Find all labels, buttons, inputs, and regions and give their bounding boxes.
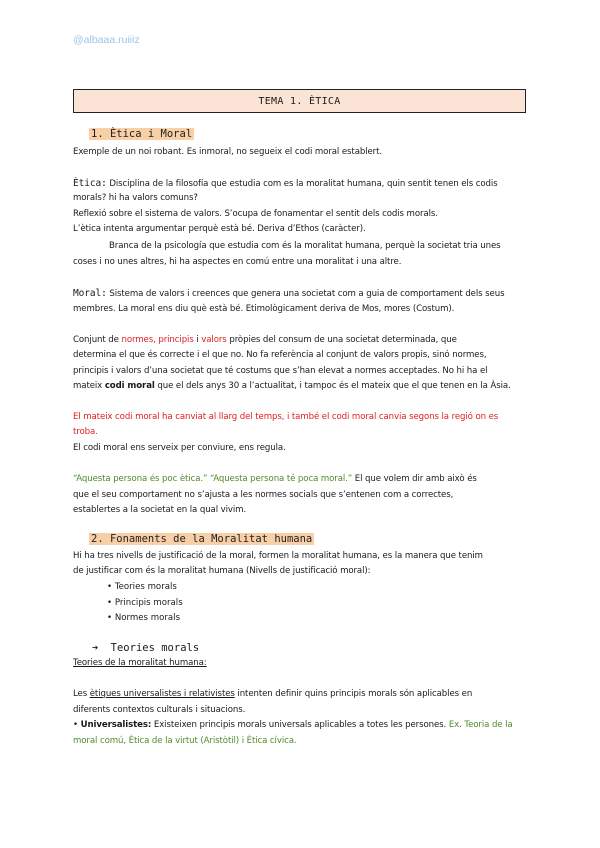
canviat-text: El mateix codi moral ha canviat al llarg del temps, i també el codi moral canvia segons la regió on es: [73, 412, 499, 422]
quote-text: “Aquesta persona és poc ètica.” “Aquesta persona té poca moral.” El que volem dir amb això és: [73, 474, 477, 484]
example-text: Exemple de un noi robant. Es inmoral, no segueix el codi moral establert.: [73, 147, 383, 157]
etica-definition: Ètica: Disciplina de la filosofía que estudia com es la moralitat humana, quin sentit tenen els codis: [73, 178, 498, 189]
conjunt-text: Conjunt de normes, principis i valors pròpies del consum de una societat determinada, que: [73, 335, 457, 345]
universalistes-text: • Universalistes: Existeixen principis morals universals aplicables a totes les persones. Ex. Teoria de la: [73, 720, 513, 730]
moral-term: Moral:: [73, 288, 107, 299]
watermark: @albaaa.ruiiiz: [73, 34, 140, 46]
right-arrow-icon: ➔: [92, 642, 99, 654]
section-2-intro-line2: de justificar com és la moralitat humana (Nivells de justificació moral):: [73, 566, 371, 576]
universalistes-text-line2: moral comú, Ètica de la virtut (Aristòtil) i Ètica cívica.: [73, 736, 297, 746]
branca-text: Branca de la psicología que estudia com és la moralitat humana, perquè la societat tria unes: [109, 241, 501, 251]
levels-list: [107, 580, 183, 627]
reflexio-text: Reflexió sobre el sistema de valors. S’ocupa de fonamentar el sentit dels codis morals.: [73, 209, 438, 219]
canviat-text-line2: troba.: [73, 427, 98, 437]
intenta-text: L’ètica intenta argumentar perquè està bé. Deriva d’Ethos (caràcter).: [73, 224, 366, 234]
etiques-text: Les ètiques universalistes i relativistes intenten definir quins principis morals són aplicables en: [73, 689, 473, 699]
serveix-text: El codi moral ens serveix per conviure, ens regula.: [73, 443, 286, 453]
teories-heading: ➔ Teories morals: [92, 642, 200, 654]
title-box: [73, 89, 526, 113]
etiques-text-line2: diferents contextos culturals i situacions.: [73, 705, 246, 715]
section-1-heading: 1. Ètica i Moral: [91, 128, 193, 140]
quote-text-line2: que el seu comportament no s’ajusta a les normes socials que s’entenen com a correctes,: [73, 490, 454, 500]
page-title: TEMA 1. ÈTICA: [258, 95, 341, 107]
list-item: • Teories morals: [107, 580, 183, 596]
conjunt-text-line4: mateix codi moral que el dels anys 30 a l’actualitat, i tampoc és el mateix que el que tenen en la Àsia.: [73, 381, 511, 391]
branca-text-line2: coses i no unes altres, hi ha aspectes en comú entre una moralitat i una altre.: [73, 257, 402, 267]
moral-definition-line2: membres. La moral ens diu què està bé. Etimològicament deriva de Mos, mores (Costum).: [73, 304, 455, 314]
list-item: • Normes morals: [107, 611, 183, 627]
etica-term: Ètica:: [73, 178, 107, 189]
quote-text-line3: establertes a la societat en la qual vivim.: [73, 505, 247, 515]
moral-definition: Moral: Sistema de valors i creences que genera una societat com a guia de comportament dels seus: [73, 288, 505, 299]
section-2-intro: Hi ha tres nivells de justificació de la moral, formen la moralitat humana, es la manera que tenim: [73, 551, 483, 561]
bullet-icon: •: [73, 720, 81, 730]
conjunt-text-line3: principis i valors d’una societat que té costums que s’han elevat a normes acceptades. No hi ha el: [73, 366, 488, 376]
list-item: • Principis morals: [107, 596, 183, 612]
teories-caption: Teories de la moralitat humana:: [73, 658, 207, 668]
conjunt-text-line2: determina el que és correcte i el que no. No fa referència al conjunt de valors propis, sinó normes,: [73, 350, 487, 360]
section-2-heading: 2. Fonaments de la Moralitat humana: [91, 533, 313, 545]
etica-definition-line2: morals? hi ha valors comuns?: [73, 193, 198, 203]
